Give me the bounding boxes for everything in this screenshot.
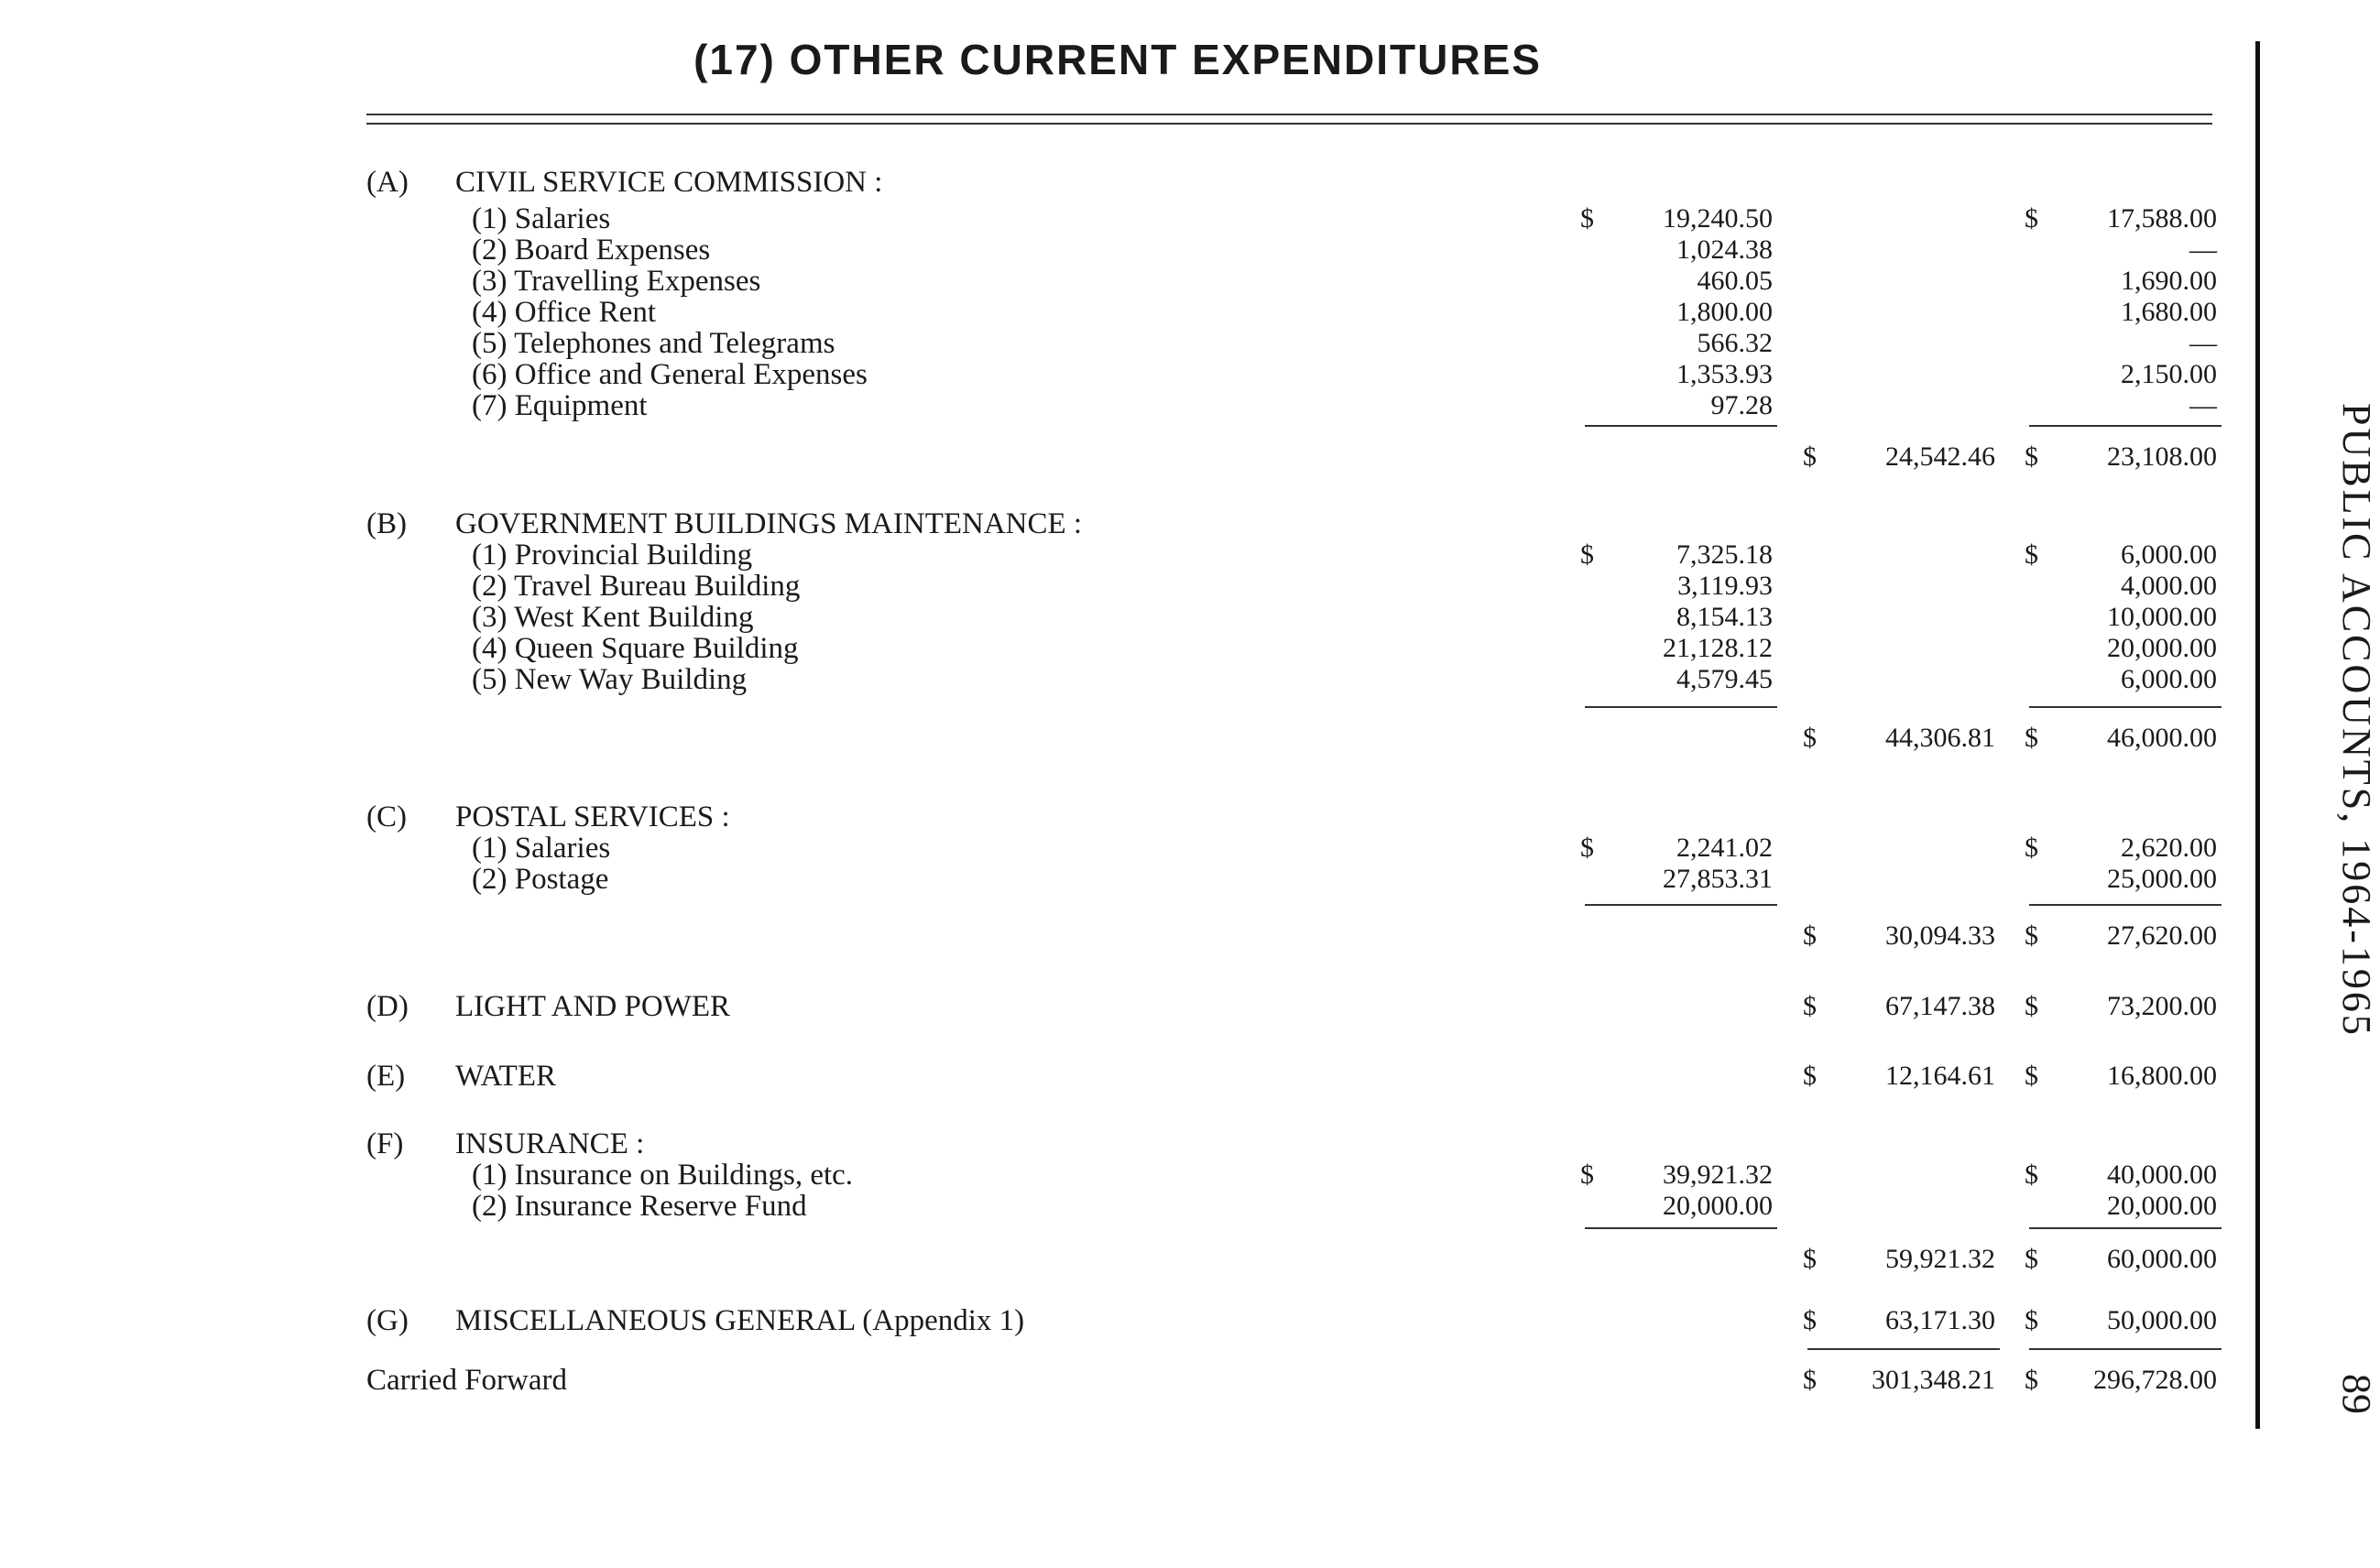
item-estimate: 20,000.00 [2107,1191,2217,1221]
currency-sign: $ [2025,441,2038,472]
subtotal-rule [1585,904,1777,906]
currency-sign: $ [1803,1061,1817,1091]
currency-sign: $ [1803,1305,1817,1335]
line-item-label: (1) Salaries [472,832,611,865]
section-total: 63,171.30 [1885,1305,1995,1335]
section-title: INSURANCE : [455,1127,645,1160]
item-estimate: 17,588.00 [2107,203,2217,234]
line-item-label: (4) Office Rent [472,296,656,329]
margin-rule [2255,41,2260,1429]
section-letter: (F) [366,1127,404,1160]
section-total-estimate: 50,000.00 [2107,1305,2217,1335]
item-estimate: — [2189,328,2217,358]
section-title: CIVIL SERVICE COMMISSION : [455,166,883,199]
currency-sign: $ [2025,1160,2038,1190]
item-amount: 39,921.32 [1663,1160,1773,1190]
line-item-label: (2) Insurance Reserve Fund [472,1190,807,1223]
item-estimate: 40,000.00 [2107,1160,2217,1190]
item-amount: 1,353.93 [1676,359,1773,389]
carried-forward-label: Carried Forward [366,1364,568,1397]
subtotal-rule [1585,425,1777,427]
section-total: 12,164.61 [1885,1061,1995,1091]
item-amount: 19,240.50 [1663,203,1773,234]
title-rule-top [366,114,2212,115]
page-number: 89 [2334,1374,2379,1414]
item-amount: 3,119.93 [1677,571,1773,601]
item-amount: 20,000.00 [1663,1191,1773,1221]
section-total-estimate: 46,000.00 [2107,723,2217,753]
section-total: 59,921.32 [1885,1244,1995,1274]
section-letter: (A) [366,166,409,199]
currency-sign: $ [2025,920,2038,951]
item-estimate: 4,000.00 [2121,571,2217,601]
section-total-estimate: 60,000.00 [2107,1244,2217,1274]
line-item-label: (2) Board Expenses [472,234,711,267]
section-title: POSTAL SERVICES : [455,800,730,833]
currency-sign: $ [1803,1365,1817,1395]
currency-sign: $ [2025,991,2038,1021]
item-estimate: 6,000.00 [2121,664,2217,694]
currency-sign: $ [2025,1365,2038,1395]
currency-sign: $ [2025,1305,2038,1335]
currency-sign: $ [1580,1160,1594,1190]
item-amount: 1,024.38 [1676,234,1773,265]
section-letter: (B) [366,507,407,540]
item-estimate: 20,000.00 [2107,633,2217,663]
currency-sign: $ [2025,1061,2038,1091]
page-title: (17) OTHER CURRENT EXPENDITURES [693,36,1542,83]
line-item-label: (7) Equipment [472,389,648,422]
item-amount: 8,154.13 [1676,602,1773,632]
section-letter: (E) [366,1060,406,1093]
item-amount: 27,853.31 [1663,864,1773,894]
item-amount: 21,128.12 [1663,633,1773,663]
section-letter: (C) [366,800,407,833]
section-total-estimate: 23,108.00 [2107,441,2217,472]
currency-sign: $ [1580,539,1594,570]
line-item-label: (2) Travel Bureau Building [472,570,801,603]
carried-forward-rule-estimate [2029,1348,2222,1350]
section-total: 30,094.33 [1885,920,1995,951]
subtotal-rule-estimate [2029,904,2222,906]
currency-sign: $ [2025,1244,2038,1274]
section-letter: (D) [366,990,409,1023]
currency-sign: $ [1580,203,1594,234]
subtotal-rule-estimate [2029,1227,2222,1229]
item-estimate: 10,000.00 [2107,602,2217,632]
item-estimate: 25,000.00 [2107,864,2217,894]
subtotal-rule-estimate [2029,425,2222,427]
currency-sign: $ [2025,833,2038,863]
item-amount: 566.32 [1697,328,1773,358]
line-item-label: (3) West Kent Building [472,601,754,634]
item-estimate: 1,690.00 [2121,266,2217,296]
section-title: GOVERNMENT BUILDINGS MAINTENANCE : [455,507,1083,540]
section-total-estimate: 16,800.00 [2107,1061,2217,1091]
line-item-label: (2) Postage [472,863,609,896]
currency-sign: $ [1803,991,1817,1021]
line-item-label: (3) Travelling Expenses [472,265,761,298]
item-amount: 97.28 [1710,390,1773,420]
item-amount: 4,579.45 [1676,664,1773,694]
currency-sign: $ [1803,920,1817,951]
section-total: 44,306.81 [1885,723,1995,753]
item-amount: 1,800.00 [1676,297,1773,327]
currency-sign: $ [1580,833,1594,863]
line-item-label: (1) Salaries [472,202,611,235]
item-estimate: — [2189,390,2217,420]
item-estimate: 2,150.00 [2121,359,2217,389]
item-amount: 2,241.02 [1676,833,1773,863]
section-total: 24,542.46 [1885,441,1995,472]
line-item-label: (1) Insurance on Buildings, etc. [472,1159,854,1192]
side-running-header: PUBLIC ACCOUNTS, 1964-1965 [2334,403,2379,1038]
line-item-label: (5) Telephones and Telegrams [472,327,835,360]
currency-sign: $ [1803,723,1817,753]
section-title: MISCELLANEOUS GENERAL (Appendix 1) [455,1304,1025,1337]
carried-forward-total: 301,348.21 [1872,1365,1995,1395]
section-title: WATER [455,1060,556,1093]
line-item-label: (5) New Way Building [472,663,748,696]
subtotal-rule-estimate [2029,706,2222,708]
section-title: LIGHT AND POWER [455,990,731,1023]
subtotal-rule [1585,706,1777,708]
section-total-estimate: 27,620.00 [2107,920,2217,951]
section-letter: (G) [366,1304,409,1337]
carried-forward-estimate: 296,728.00 [2093,1365,2217,1395]
subtotal-rule [1585,1227,1777,1229]
item-estimate: 6,000.00 [2121,539,2217,570]
currency-sign: $ [1803,441,1817,472]
item-estimate: 1,680.00 [2121,297,2217,327]
line-item-label: (6) Office and General Expenses [472,358,868,391]
line-item-label: (1) Provincial Building [472,539,753,572]
section-total: 67,147.38 [1885,991,1995,1021]
currency-sign: $ [2025,539,2038,570]
item-estimate: 2,620.00 [2121,833,2217,863]
item-estimate: — [2189,234,2217,265]
carried-forward-rule [1807,1348,2000,1350]
section-total-estimate: 73,200.00 [2107,991,2217,1021]
item-amount: 460.05 [1697,266,1773,296]
currency-sign: $ [2025,203,2038,234]
line-item-label: (4) Queen Square Building [472,632,799,665]
title-rule-bottom [366,123,2212,125]
item-amount: 7,325.18 [1676,539,1773,570]
currency-sign: $ [1803,1244,1817,1274]
currency-sign: $ [2025,723,2038,753]
